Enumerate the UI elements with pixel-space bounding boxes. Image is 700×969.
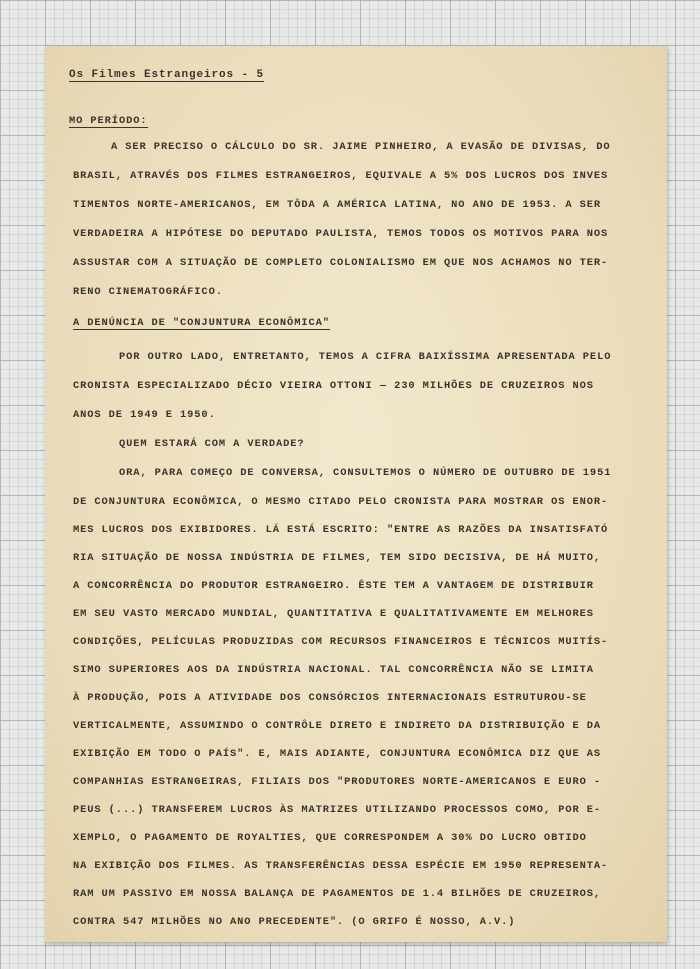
typewritten-page <box>45 46 667 942</box>
text-line: RENO CINEMATOGRÁFICO. <box>73 286 223 298</box>
text-line: VERTICALMENTE, ASSUMINDO O CONTRÔLE DIRETO E INDIRETO DA DISTRIBUIÇÃO E DA <box>73 720 602 732</box>
text-line: VERDADEIRA A HIPÓTESE DO DEPUTADO PAULISTA, TEMOS TODOS OS MOTIVOS PARA NOS <box>73 228 609 240</box>
text-line: PEUS (...) TRANSFEREM LUCROS ÀS MATRIZES UTILIZANDO PROCESSOS COMO, POR E- <box>73 804 602 816</box>
text-line: ORA, PARA COMEÇO DE CONVERSA, CONSULTEMOS O NÚMERO DE OUTUBRO DE 1951 <box>119 467 612 479</box>
page-header <box>69 68 264 82</box>
text-line: A SER PRECISO O CÁLCULO DO SR. JAIME PINHEIRO, A EVASÃO DE DIVISAS, DO <box>111 141 611 153</box>
section-heading-1 <box>69 114 148 128</box>
text-line: XEMPLO, O PAGAMENTO DE ROYALTIES, QUE CORRESPONDEM A 30% DO LUCRO OBTIDO <box>73 832 587 844</box>
text-line: CRONISTA ESPECIALIZADO DÉCIO VIEIRA OTTONI — 230 MILHÕES DE CRUZEIROS NOS <box>73 380 594 392</box>
heading-text: MO PERÍODO: <box>69 115 148 127</box>
header-title: Os Filmes Estrangeiros - 5 <box>69 69 265 81</box>
text-line: À PRODUÇÃO, POIS A ATIVIDADE DOS CONSÓRCIOS INTERNACIONAIS ESTRUTUROU-SE <box>73 692 587 704</box>
text-line: COMPANHIAS ESTRANGEIRAS, FILIAIS DOS "PRODUTORES NORTE-AMERICANOS E EURO - <box>73 776 602 788</box>
text-line: ASSUSTAR COM A SITUAÇÃO DE COMPLETO COLONIALISMO EM QUE NOS ACHAMOS NO TER- <box>73 257 609 269</box>
text-line: POR OUTRO LADO, ENTRETANTO, TEMOS A CIFRA BAIXÍSSIMA APRESENTADA PELO <box>119 351 612 363</box>
text-line: DE CONJUNTURA ECONÔMICA, O MESMO CITADO PELO CRONISTA PARA MOSTRAR OS ENOR- <box>73 496 609 508</box>
text-line: RAM UM PASSIVO EM NOSSA BALANÇA DE PAGAMENTOS DE 1.4 BILHÕES DE CRUZEIROS, <box>73 888 602 900</box>
text-line: EXIBIÇÃO EM TODO O PAÍS". E, MAIS ADIANTE, CONJUNTURA ECONÔMICA DIZ QUE AS <box>73 748 602 760</box>
text-line: QUEM ESTARÁ COM A VERDADE? <box>119 438 305 450</box>
heading-text: A DENÚNCIA DE "CONJUNTURA ECONÔMICA" <box>73 317 330 329</box>
text-line: RIA SITUAÇÃO DE NOSSA INDÚSTRIA DE FILMES, TEM SIDO DECISIVA, DE HÁ MUITO, <box>73 552 602 564</box>
text-line: TIMENTOS NORTE-AMERICANOS, EM TÔDA A AMÉRICA LATINA, NO ANO DE 1953. A SER <box>73 199 602 211</box>
text-line: BRASIL, ATRAVÉS DOS FILMES ESTRANGEIROS, EQUIVALE A 5% DOS LUCROS DOS INVES <box>73 170 609 182</box>
text-line: NA EXIBIÇÃO DOS FILMES. AS TRANSFERÊNCIAS DESSA ESPÉCIE EM 1950 REPRESENTA- <box>73 860 609 872</box>
text-line: CONTRA 547 MILHÕES NO ANO PRECEDENTE". (O GRIFO É NOSSO, A.V.) <box>73 916 516 928</box>
text-line: MES LUCROS DOS EXIBIDORES. LÁ ESTÁ ESCRITO: "ENTRE AS RAZÕES DA INSATISFATÓ <box>73 524 609 536</box>
text-line: EM SEU VASTO MERCADO MUNDIAL, QUANTITATIVA E QUALITATIVAMENTE EM MELHORES <box>73 608 594 620</box>
text-line: CONDIÇÕES, PELÍCULAS PRODUZIDAS COM RECURSOS FINANCEIROS E TÉCNICOS MUITÍS- <box>73 636 609 648</box>
section-heading-2 <box>73 316 330 330</box>
text-line: ANOS DE 1949 E 1950. <box>73 409 216 421</box>
text-line: A CONCORRÊNCIA DO PRODUTOR ESTRANGEIRO. ÊSTE TEM A VANTAGEM DE DISTRIBUIR <box>73 580 594 592</box>
text-line: SIMO SUPERIORES AOS DA INDÚSTRIA NACIONAL. TAL CONCORRÊNCIA NÃO SE LIMITA <box>73 664 594 676</box>
